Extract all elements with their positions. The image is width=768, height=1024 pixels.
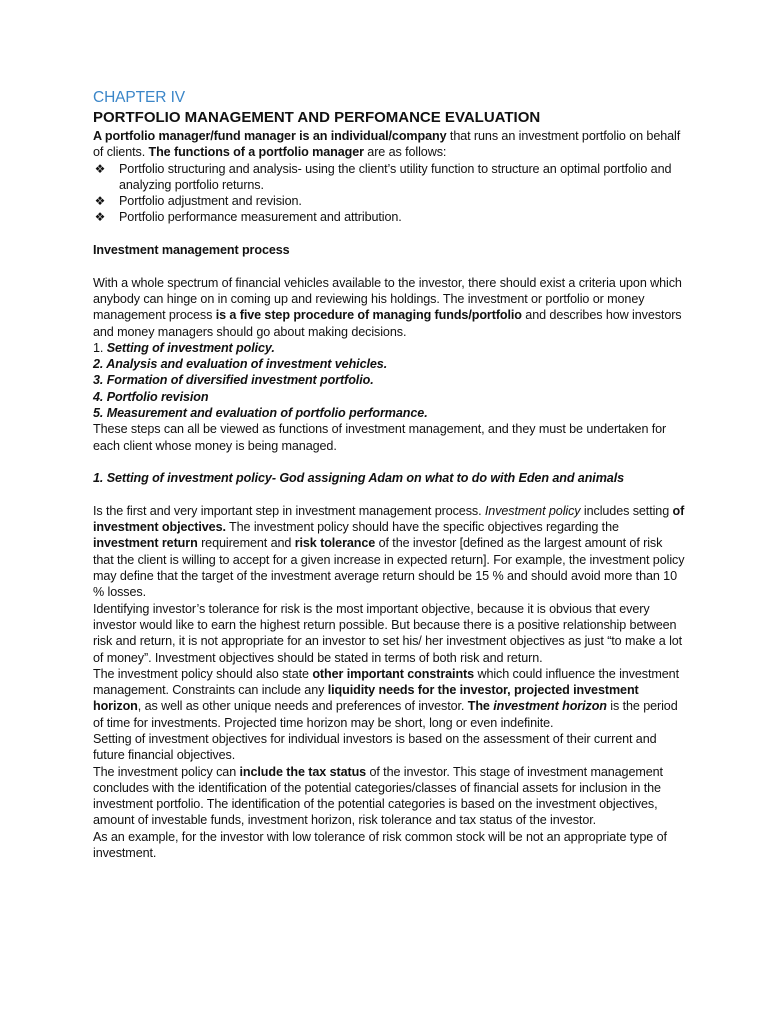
functions-list [93,161,685,226]
intro-text-2: are as follows: [363,145,447,160]
chapter-title: PORTFOLIO MANAGEMENT AND PERFOMANCE EVALUATION [93,109,541,126]
p1-text-2: includes setting [580,503,673,518]
p3-text-1: The investment policy should also state [93,666,313,681]
spacer [93,454,685,470]
steps-note: These steps can all be viewed as functions of investment management, and they must be undertaken for each client whose money is being managed. [93,422,667,453]
intro-text-1: that runs an investment portfolio on behalf of clients. [93,129,681,160]
list-item-text: Portfolio structuring and analysis- using the client’s utility function to structure an optimal portfolio and analyzing portfolio returns. [119,161,672,192]
diamond-bullet-icon: ❖ [94,161,106,176]
spacer [93,258,685,274]
paragraph-5 [93,764,685,829]
chapter-label: CHAPTER IV [93,89,186,106]
p1-text-5: of the investor [defined as the largest amount of risk that the client is willing to accept for a given increase in expected return]. For example, the investment policy may define that the target of the investment average return should be 15 % and should avoid more than 10 % losses. [93,536,685,600]
p5-text-1: The investment policy can [93,764,240,779]
process-text-2: and describes how investors and money managers should go about making decisions. [93,308,682,339]
process-steps [93,340,685,421]
p3-text-2: which could influence the investment management. Constraints can include any [93,666,679,698]
step-3: 3. Formation of diversified investment portfolio. [93,373,374,388]
p3-bold-1: other important constraints [312,666,475,681]
diamond-bullet-icon: ❖ [94,210,106,225]
p1-bold-2: investment return [93,536,198,551]
p1-text-4: requirement and [197,536,295,551]
list-item-text: Portfolio performance measurement and attribution. [119,210,402,225]
paragraph-2: Identifying investor’s tolerance for risk is the most important objective, because it is obvious that every investor would like to earn the highest return possible. But because there is a positive relationship between risk and return, it is not appropriate for an investor to set his/ her investment objectives as just “to make a lot of money”. Investment objectives should be stated in terms of both risk and return. [93,601,683,665]
p3-bold-3: The [467,699,494,714]
p5-text-2: of the investor. This stage of investment management concludes with the identification of the potential categories/classes of financial assets for inclusion in the investment portfolio. The identification of the potential categories is based on the investment objectives, amount of investable funds, investment horizon, risk tolerance and tax status of the investor. [93,764,663,828]
section-1-heading-text: 1. Setting of investment policy- God assigning Adam on what to do with Eden and animals [93,471,625,486]
step-1-text: Setting of investment policy. [106,340,275,355]
step-1-number: 1. [93,340,107,355]
step-1 [93,340,685,356]
list-item [93,193,685,209]
paragraph-6: As an example, for the investor with low tolerance of risk common stock will be not an appropriate type of investment. [93,829,667,861]
diamond-bullet-icon: ❖ [94,194,106,209]
p3-text-3: , as well as other unique needs and preferences of investor. [137,699,468,714]
p1-text-3: The investment policy should have the specific objectives regarding the [225,520,619,535]
step-4: 4. Portfolio revision [93,389,209,404]
process-text-1: With a whole spectrum of financial vehicles available to the investor, there should exist a criteria upon which anybody can hinge on in coming up and reviewing his holdings. The investment or portfolio or money management process [93,275,682,323]
intro-bold-1: A portfolio manager/fund manager is an individual/company [93,129,447,143]
list-item-text: Portfolio adjustment and revision. [119,194,302,209]
p1-text-1: Is the first and very important step in investment management process. [93,503,485,518]
p3-text-4: is the period of time for investments. Projected time horizon may be short, long or even indefinite. [93,699,678,730]
spacer [93,226,685,242]
p1-italic-1: Investment policy [484,503,581,518]
p1-bold-3: risk tolerance [294,536,376,551]
step-2: 2. Analysis and evaluation of investment vehicles. [93,357,388,372]
list-item [93,161,685,194]
paragraph-4: Setting of investment objectives for individual investors is based on the assessment of their current and future financial objectives. [93,731,657,763]
paragraph-1 [93,503,685,601]
p3-bold-2: liquidity needs for the investor, projected investment horizon [93,683,639,714]
paragraph-3 [93,666,685,731]
spacer [93,487,685,503]
p3-bold-italic-1: investment horizon [493,699,607,714]
list-item [93,209,685,225]
p1-bold-1: of investment objectives. [93,503,685,535]
section-heading-text: Investment management process [93,243,290,258]
process-paragraph [93,275,685,340]
section-heading-process [93,242,685,258]
section-1-heading [93,470,685,486]
document-page [93,88,685,861]
intro-bold-2: The functions of a portfolio manager [148,145,364,160]
intro-paragraph [93,128,685,161]
step-5: 5. Measurement and evaluation of portfolio performance. [93,406,428,421]
p5-bold-1: include the tax status [239,764,367,779]
process-bold-1: is a five step procedure of managing funds/portfolio [215,308,522,323]
